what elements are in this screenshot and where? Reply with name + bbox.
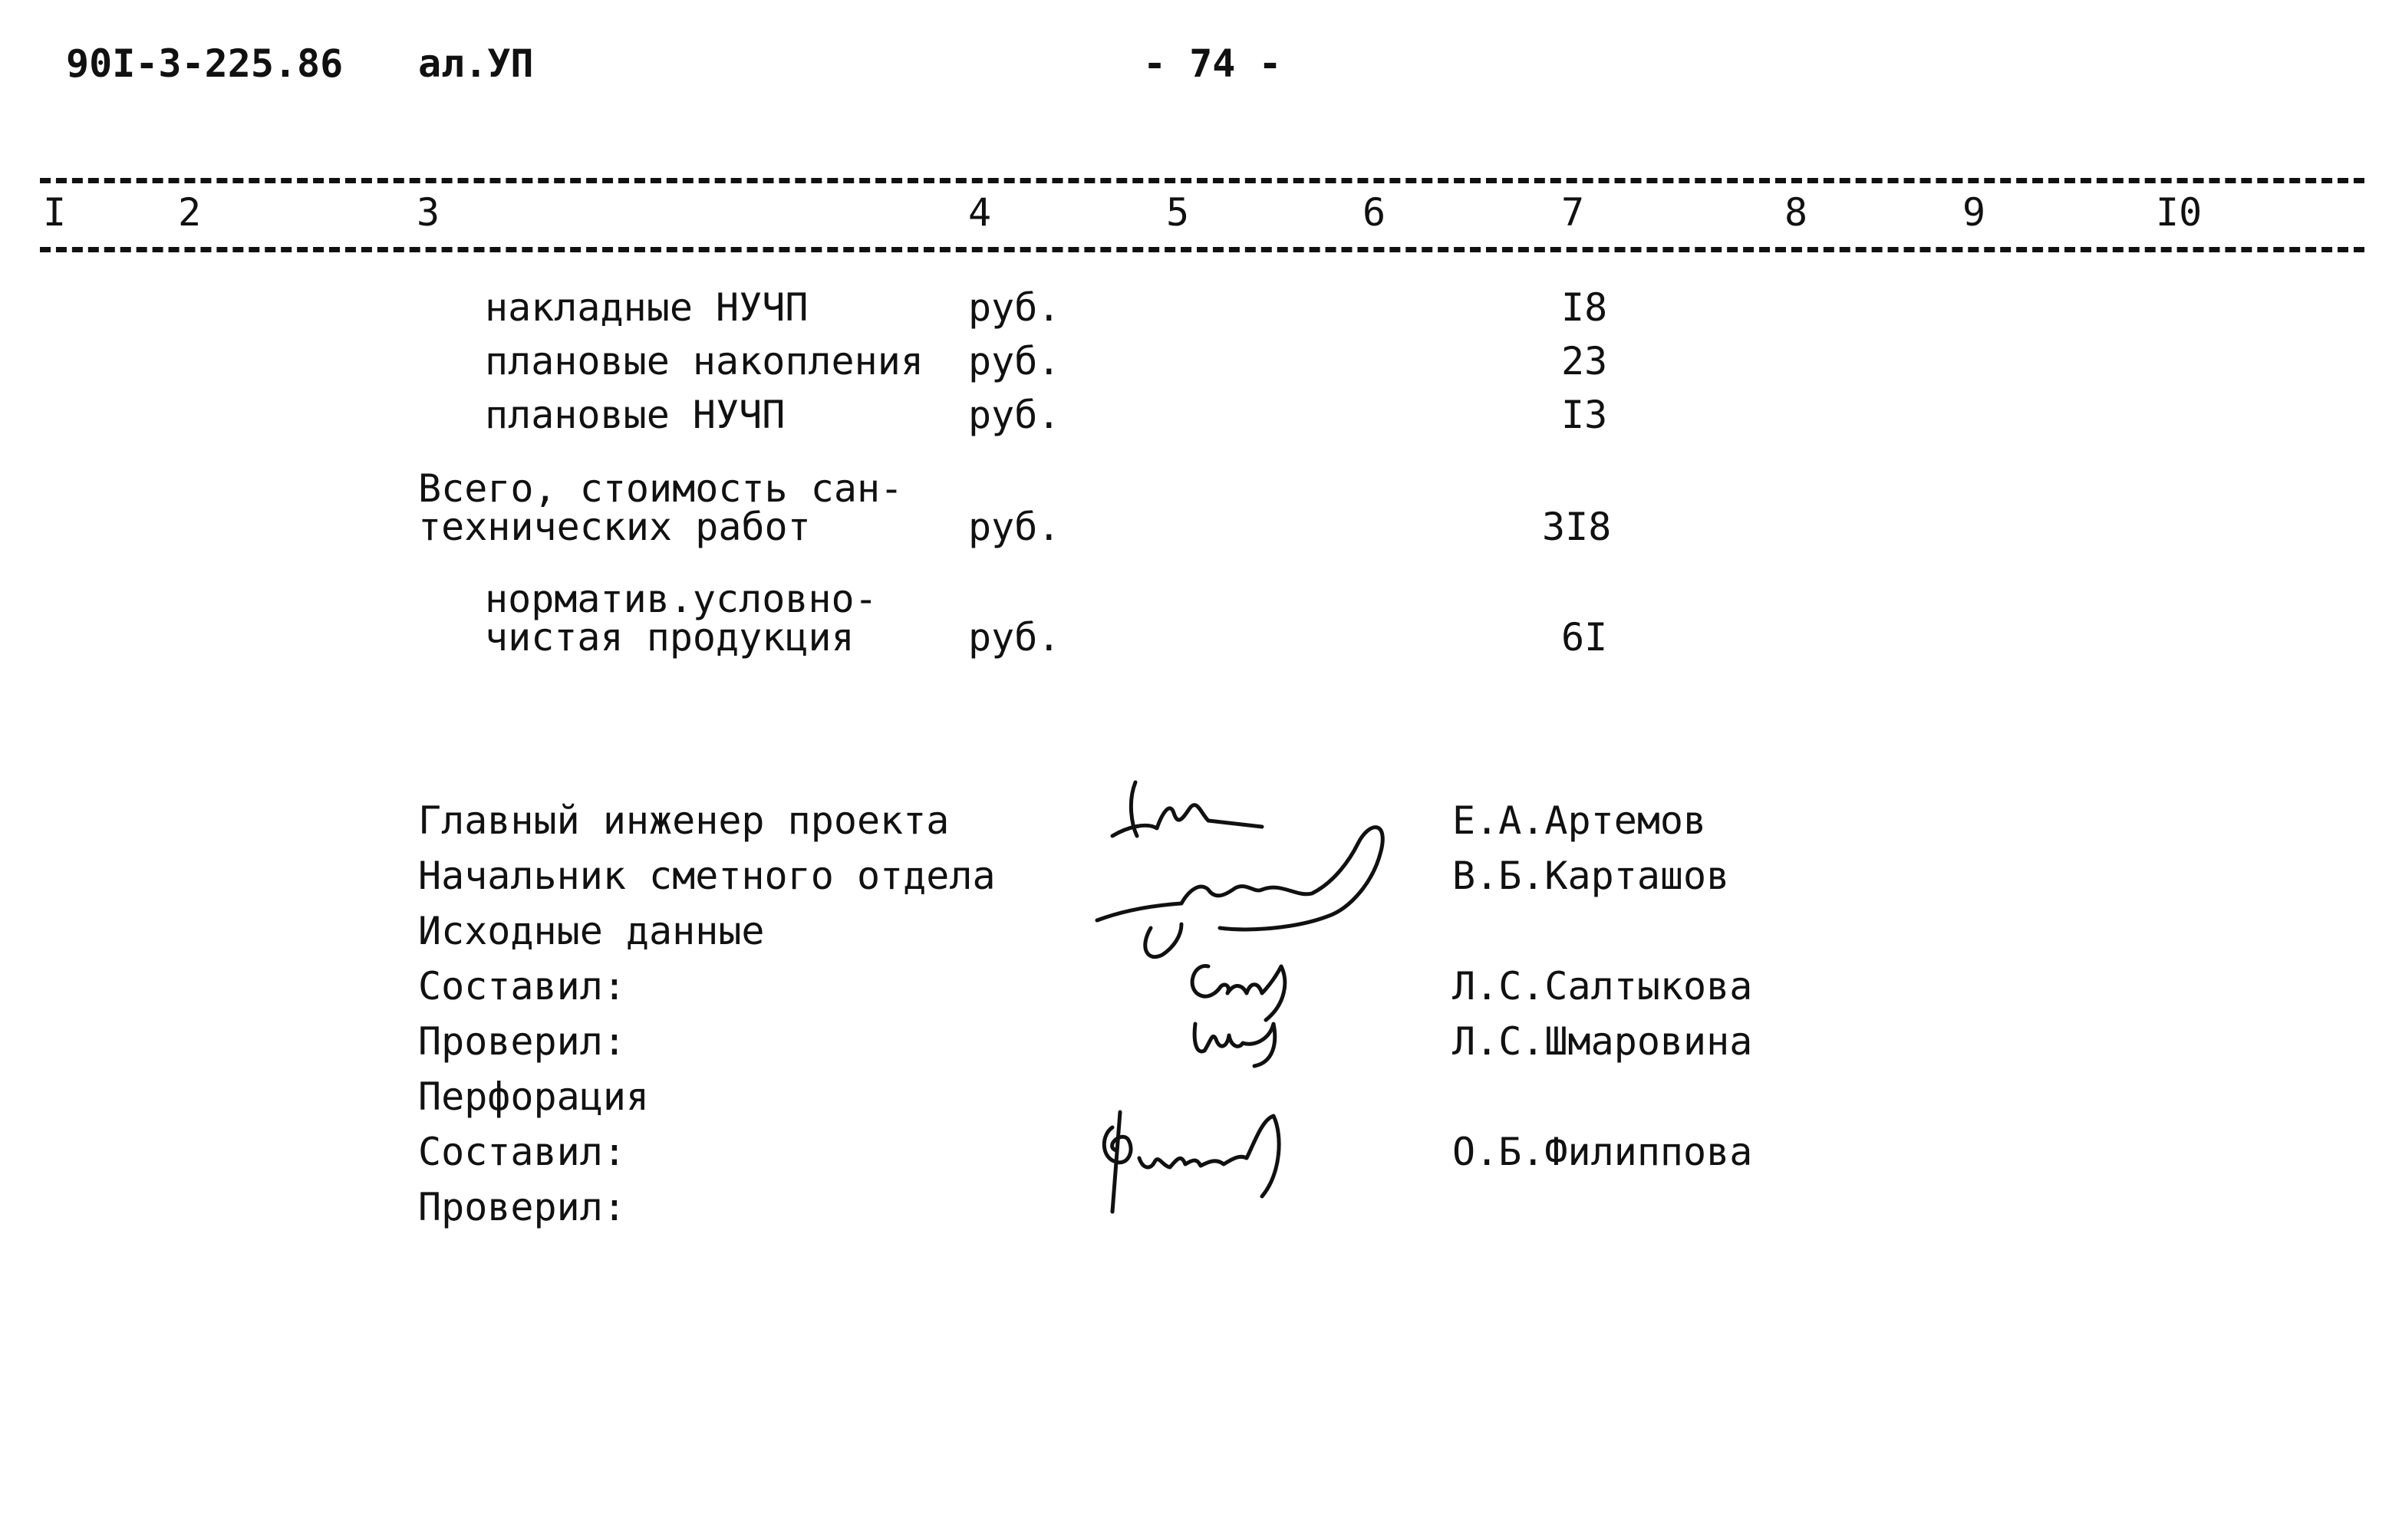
signature-artemov-image (1066, 767, 1412, 974)
signatory-role: Проверил: (418, 1019, 626, 1064)
column-number: I0 (2156, 190, 2203, 235)
column-number: 7 (1561, 190, 1585, 235)
signatory-role: Составил: (418, 964, 626, 1009)
row-label: Всего, стоимость сан- (418, 466, 904, 511)
row-value: I3 (1561, 393, 1608, 437)
row-value: 23 (1561, 339, 1608, 383)
column-number: 9 (1962, 190, 1986, 235)
column-number: 3 (417, 190, 440, 235)
document-code: 90I-3-225.86 (66, 41, 344, 86)
row-label: плановые накопления (485, 339, 924, 383)
row-label: норматив.условно- (485, 577, 878, 621)
signatory-name: Л.С.Шмаровина (1452, 1019, 1753, 1064)
signatory-name: В.Б.Карташов (1452, 854, 1730, 898)
signatory-role: Проверил: (418, 1185, 626, 1229)
row-unit: руб. (968, 393, 1061, 437)
signature-saltykova-image (1181, 951, 1350, 1074)
row-unit: руб. (968, 505, 1061, 549)
column-number: 8 (1784, 190, 1808, 235)
column-number: I (43, 190, 67, 235)
table-header-rule (40, 247, 2364, 252)
signatory-role: Исходные данные (418, 909, 765, 953)
row-label: чистая продукция (485, 615, 855, 660)
signatory-name: О.Б.Филиппова (1452, 1130, 1753, 1174)
row-unit: руб. (968, 285, 1061, 330)
signatory-role: Составил: (418, 1130, 626, 1174)
column-number: 6 (1362, 190, 1386, 235)
row-value: 6I (1561, 615, 1608, 660)
column-number: 4 (968, 190, 992, 235)
column-number: 5 (1166, 190, 1190, 235)
row-unit: руб. (968, 339, 1061, 383)
signatory-name: Л.С.Салтыкова (1452, 964, 1753, 1009)
signatory-name: Е.А.Артемов (1452, 798, 1707, 843)
signature-filippova-image (1082, 1104, 1335, 1219)
row-unit: руб. (968, 615, 1061, 660)
row-label: плановые НУЧП (485, 393, 786, 437)
signatory-role: Начальник сметного отдела (418, 854, 996, 898)
column-number: 2 (178, 190, 202, 235)
signatory-role: Главный инженер проекта (418, 798, 950, 843)
row-label: накладные НУЧП (485, 285, 809, 330)
table-top-rule (40, 178, 2364, 183)
album-label: ал.УП (418, 41, 534, 86)
row-label: технических работ (418, 505, 811, 549)
row-value: 3I8 (1542, 505, 1612, 549)
row-value: I8 (1561, 285, 1608, 330)
page-number: - 74 - (1143, 41, 1282, 86)
signatory-role: Перфорация (418, 1074, 650, 1119)
